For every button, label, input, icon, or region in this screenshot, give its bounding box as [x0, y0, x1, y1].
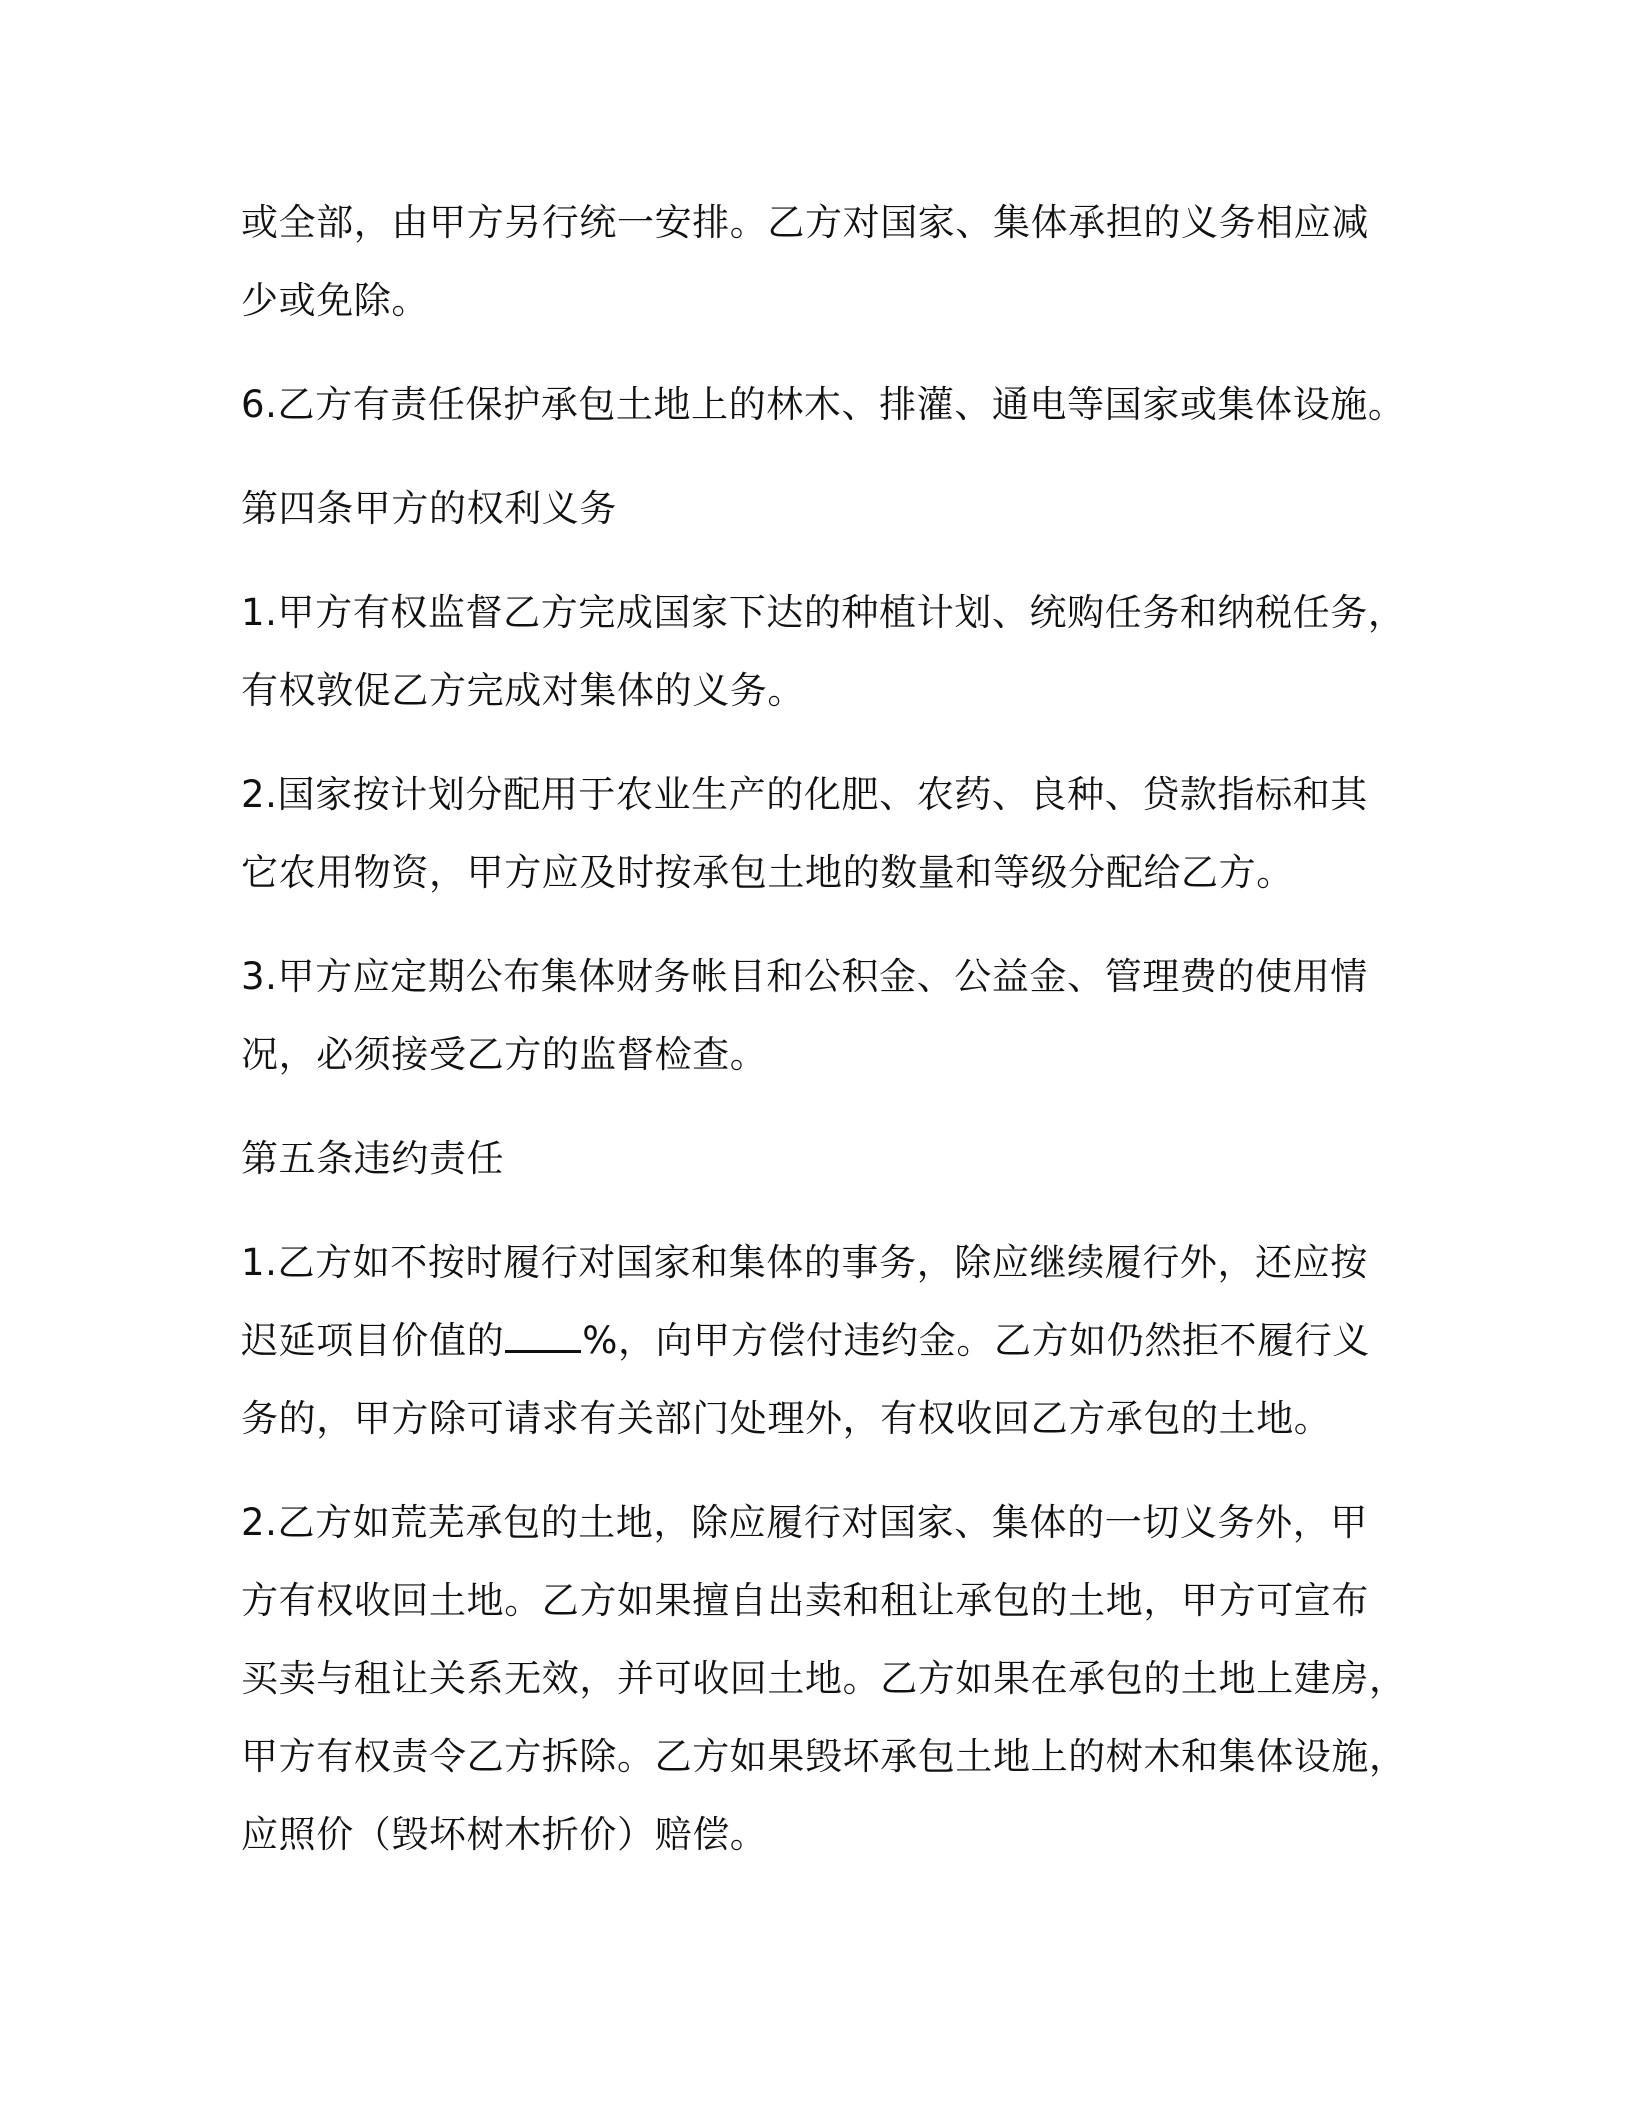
paragraph-obligation-continuation: [241, 184, 1391, 340]
text-line-with-blank: [241, 1302, 1391, 1380]
text-line: 1.乙方如不按时履行对国家和集体的事务，除应继续履行外，还应按: [241, 1241, 1368, 1284]
paragraph-article-4-item-1: [241, 574, 1406, 730]
text-line: 2.乙方如荒芜承包的土地，除应履行对国家、集体的一切义务外，甲: [241, 1501, 1368, 1544]
text-line: 方有权收回土地。乙方如果擅自出卖和租让承包的土地，甲方可宣布: [241, 1579, 1369, 1622]
text-line: 甲方有权责令乙方拆除。乙方如果毁坏承包土地上的树木和集体设施，: [241, 1735, 1407, 1778]
paragraph-article-5-item-2: [241, 1484, 1407, 1874]
text-line: 应照价（毁坏树木折价）赔偿。: [241, 1813, 768, 1856]
section-heading: 第五条违约责任: [241, 1137, 505, 1180]
article-4-heading: [241, 470, 1391, 548]
text-before-blank: 迟延项目价值的: [241, 1319, 505, 1362]
text-line: 或全部，由甲方另行统一安排。乙方对国家、集体承担的义务相应减: [241, 201, 1369, 244]
article-5-heading: [241, 1120, 1391, 1198]
document-body: [241, 184, 1407, 1900]
paragraph-clause-6: [241, 366, 1406, 444]
text-line: 6.乙方有责任保护承包土地上的林木、排灌、通电等国家或集体设施。: [241, 383, 1406, 426]
text-line: 有权敦促乙方完成对集体的义务。: [241, 669, 805, 712]
text-line: 它农用物资，甲方应及时按承包土地的数量和等级分配给乙方。: [241, 851, 1294, 894]
paragraph-article-4-item-2: [241, 756, 1391, 912]
text-line: 2.国家按计划分配用于农业生产的化肥、农药、良种、贷款指标和其: [241, 773, 1368, 816]
text-line: 少或免除。: [241, 279, 429, 322]
paragraph-article-5-item-1: [241, 1224, 1391, 1458]
fill-in-blank: [505, 1350, 581, 1353]
text-line: 况，必须接受乙方的监督检查。: [241, 1033, 768, 1076]
text-line: 买卖与租让关系无效，并可收回土地。乙方如果在承包的土地上建房，: [241, 1657, 1407, 1700]
text-line: 3.甲方应定期公布集体财务帐目和公积金、公益金、管理费的使用情: [241, 955, 1368, 998]
paragraph-article-4-item-3: [241, 938, 1391, 1094]
text-after-blank: %，向甲方偿付违约金。乙方如仍然拒不履行义: [582, 1319, 1370, 1362]
section-heading: 第四条甲方的权利义务: [241, 487, 617, 530]
text-line: 务的，甲方除可请求有关部门处理外，有权收回乙方承包的土地。: [241, 1397, 1332, 1440]
text-line: 1.甲方有权监督乙方完成国家下达的种植计划、统购任务和纳税任务，: [241, 591, 1406, 634]
